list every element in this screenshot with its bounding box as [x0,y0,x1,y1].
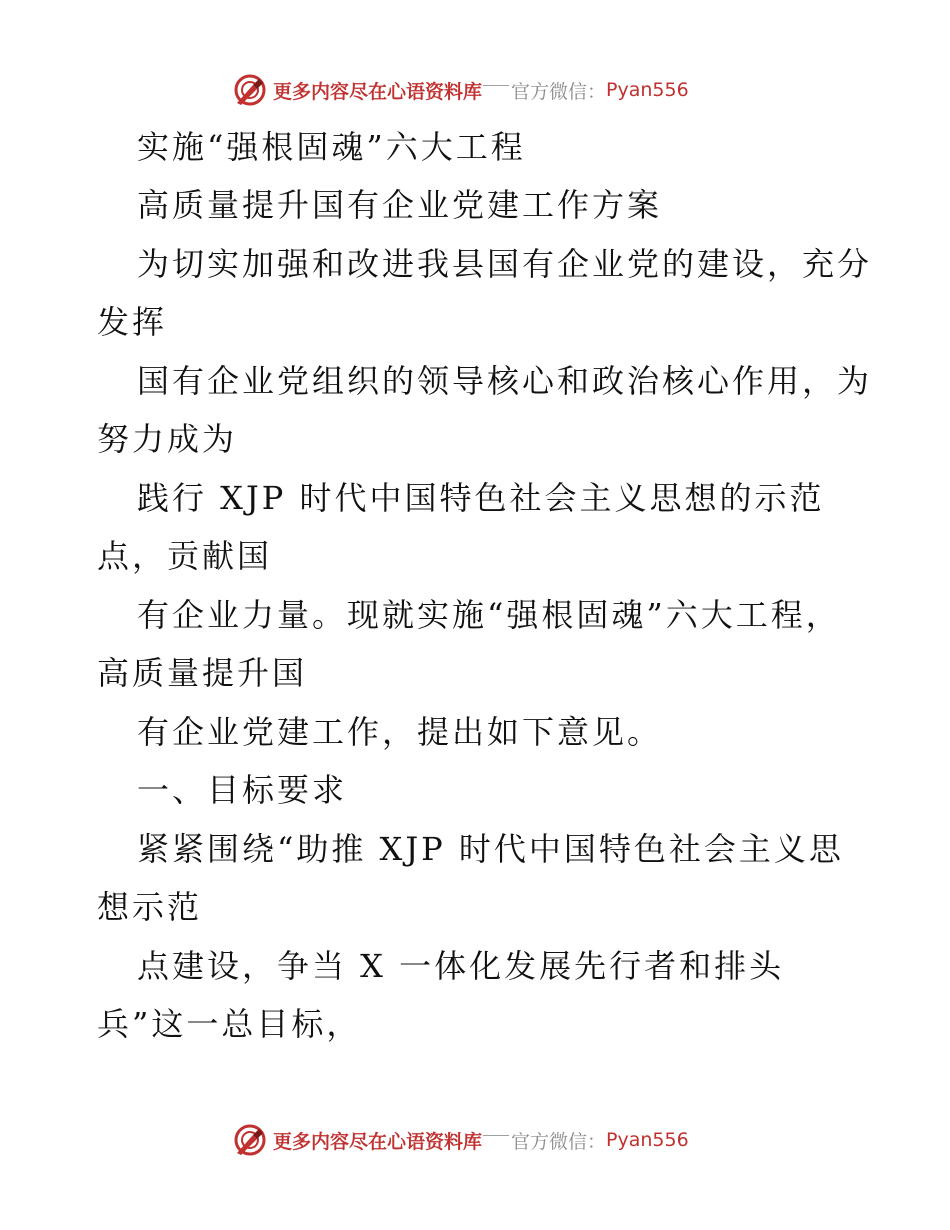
pen-logo-icon [233,1123,267,1157]
section-heading: 一、目标要求 [137,771,348,809]
paragraph-line: 高质量提升国 [97,654,308,692]
watermark-wechat-id: Pyan556 [606,1129,689,1151]
watermark-banner-bottom [233,1122,689,1158]
paragraph-line: 有企业力量。现就实施“强根固魂”六大工程， [137,596,841,634]
paragraph-line: 想示范 [97,888,203,926]
watermark-separator [483,85,509,86]
paragraph-line: 践行 XJP 时代中国特色社会主义思想的示范 [137,479,825,517]
paragraph-line: 兵”这一总目标， [97,1005,362,1043]
paragraph-line: 有企业党建工作，提出如下意见。 [137,713,663,751]
watermark-separator [483,1135,509,1136]
watermark-wechat-id: Pyan556 [606,79,689,101]
watermark-banner-top [233,72,689,108]
doc-title-line-2: 高质量提升国有企业党建工作方案 [137,186,663,224]
paragraph-line: 点，贡献国 [97,537,273,575]
watermark-site-text: 更多内容尽在心语资料库 [273,1130,483,1153]
paragraph-line: 国有企业党组织的领导核心和政治核心作用，为 [137,362,873,400]
paragraph-line: 紧紧围绕“助推 XJP 时代中国特色社会主义思 [137,830,844,868]
watermark-official-label: 官方微信： [511,1130,607,1153]
paragraph-line: 发挥 [97,303,168,341]
paragraph-line: 点建设，争当 X 一体化发展先行者和排头 [137,947,785,985]
watermark-official-label: 官方微信： [511,80,607,103]
paragraph-line: 为切实加强和改进我县国有企业党的建设，充分 [137,245,873,283]
doc-title-line-1: 实施“强根固魂”六大工程 [137,128,526,166]
watermark-site-text: 更多内容尽在心语资料库 [273,80,483,103]
pen-logo-icon [233,73,267,107]
paragraph-line: 努力成为 [97,420,238,458]
